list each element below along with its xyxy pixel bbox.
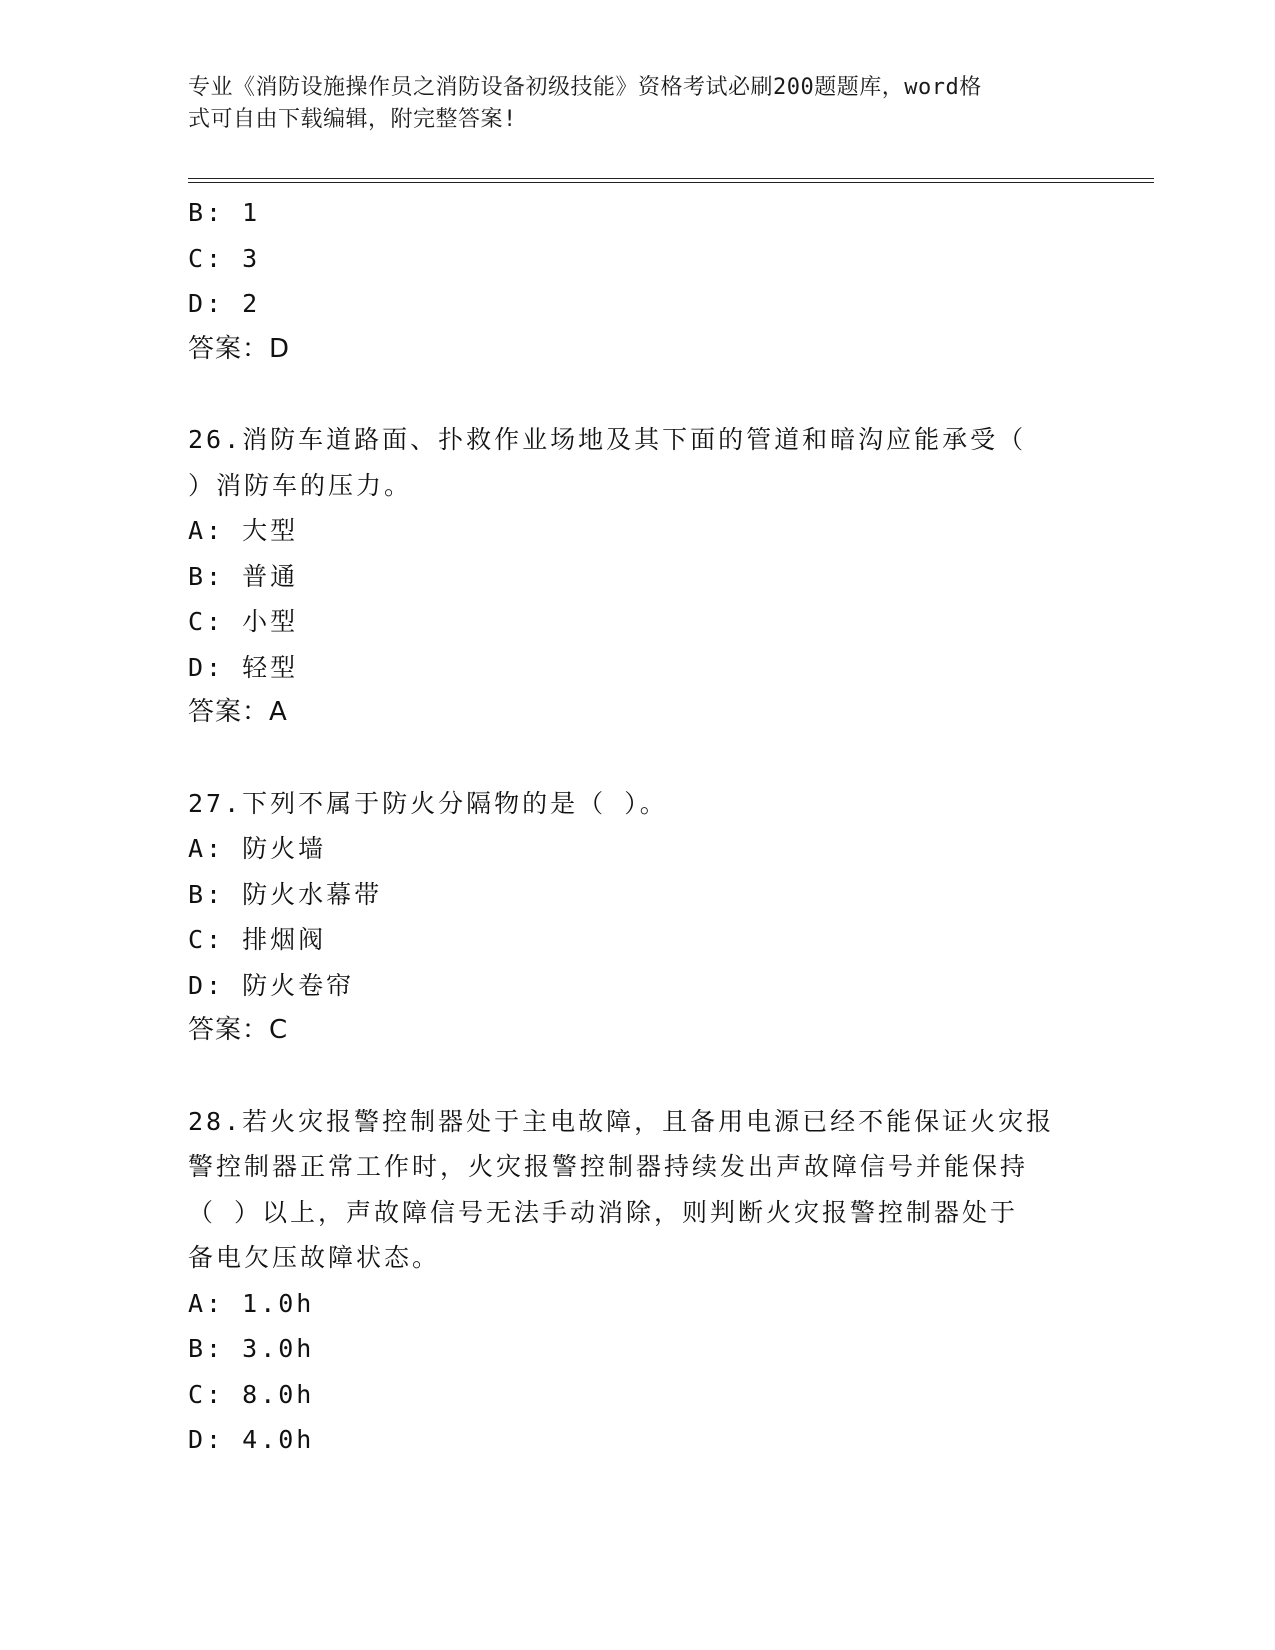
answer-line: 答案：C [188, 1015, 289, 1045]
question-text-line-1: 26.消防车道路面、扑救作业场地及其下面的管道和暗沟应能承受（ [188, 425, 1027, 454]
option-d: D: 2 [188, 289, 261, 318]
option-b: B: 1 [188, 198, 261, 227]
header-line-1: 专业《消防设施操作员之消防设备初级技能》资格考试必刷200题题库，word格 [188, 75, 982, 100]
question-26 [188, 417, 1088, 736]
option-a: A: 大型 [188, 516, 299, 545]
question-28 [188, 1099, 1088, 1463]
question-27 [188, 781, 1088, 1054]
question-list [188, 190, 1088, 1463]
option-c: C: 排烟阀 [188, 925, 327, 954]
spacer [188, 372, 1088, 417]
option-d: D: 轻型 [188, 652, 299, 682]
option-b: B: 防火水幕带 [188, 879, 383, 909]
option-b: B: 普通 [188, 561, 299, 591]
header-line-2: 式可自由下载编辑，附完整答案! [188, 107, 517, 132]
option-d: D: 4.0h [188, 1425, 315, 1454]
question-text-line-4: 备电欠压故障状态。 [188, 1243, 441, 1272]
option-a: A: 防火墙 [188, 834, 327, 863]
answer-line: 答案：A [188, 697, 288, 727]
question-text-line-2: ）消防车的压力。 [188, 470, 413, 500]
option-c: C: 小型 [188, 607, 299, 636]
question-text-line-3: （ ）以上，声故障信号无法手动消除，则判断火灾报警控制器处于 [188, 1197, 1019, 1227]
option-c: C: 8.0h [188, 1379, 315, 1409]
header-divider [188, 178, 1154, 183]
question-text-line-2: 警控制器正常工作时，火灾报警控制器持续发出声故障信号并能保持 [188, 1152, 1029, 1181]
question-25 [188, 190, 1088, 372]
spacer [188, 1054, 1088, 1099]
question-text-line-1: 28.若火灾报警控制器处于主电故障，且备用电源已经不能保证火灾报 [188, 1106, 1055, 1136]
option-c: C: 3 [188, 243, 261, 273]
spacer [188, 736, 1088, 781]
document-header [188, 72, 1068, 136]
answer-line: 答案：D [188, 333, 291, 364]
question-text-line-1: 27.下列不属于防火分隔物的是（ ）。 [188, 788, 668, 818]
option-d: D: 防火卷帘 [188, 970, 355, 1000]
option-b: B: 3.0h [188, 1334, 315, 1363]
option-a: A: 1.0h [188, 1288, 315, 1318]
